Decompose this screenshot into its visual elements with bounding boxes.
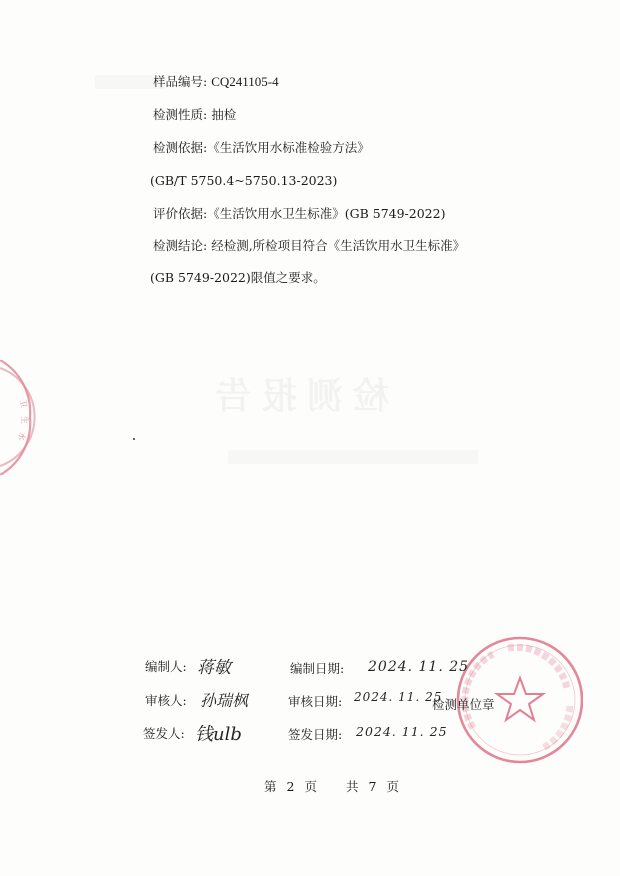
test-nature-label: 检测性质: (153, 107, 208, 122)
page-indicator (264, 777, 317, 795)
review-date-value: 2024. 11. 25 (354, 690, 443, 704)
issuer-signature: 钱ulb (195, 724, 242, 745)
sample-number-value: CQ241105-4 (211, 74, 279, 89)
conclusion-label: 检测结论: (153, 238, 208, 253)
compiler-label: 编制人: (145, 659, 187, 674)
reviewer-label: 审核人: (145, 693, 187, 708)
evaluation-basis-row (153, 206, 445, 222)
compiler-signature: 蒋敏 (197, 658, 231, 678)
total-prefix: 共 (346, 779, 359, 794)
test-nature-row (153, 107, 236, 123)
bleed-through-mark (228, 450, 478, 464)
page-unit: 页 (304, 779, 317, 794)
svg-text:水: 水 (16, 431, 27, 442)
issuer-label: 签发人: (143, 726, 185, 741)
compile-date-value: 2024. 11. 25 (368, 659, 470, 675)
test-basis-value: 《生活饮用水标准检验方法》 (207, 140, 370, 155)
reviewer-signature: 孙瑞枫 (200, 691, 249, 710)
svg-text:生: 生 (20, 416, 29, 424)
page-current: 2 (286, 779, 295, 794)
sample-number-row (153, 74, 279, 90)
evaluation-basis-value: 《生活饮用水卫生标准》(GB 5749-2022) (207, 206, 446, 221)
test-basis-code: (GB/T 5750.4~5750.13-2023) (150, 173, 338, 188)
ink-speck (133, 438, 135, 440)
test-basis-row (153, 140, 370, 156)
sample-number-label: 样品编号: (153, 74, 208, 89)
issue-date-label: 签发日期: (288, 727, 343, 742)
test-nature-value: 抽检 (211, 107, 237, 122)
evaluation-basis-label: 评价依据: (153, 206, 208, 221)
bleed-through-title (205, 368, 389, 419)
unit-seal-label: 检测单位章 (432, 697, 495, 712)
test-basis-label: 检测依据: (153, 140, 208, 155)
conclusion-text-line2: (GB 5749-2022)限值之要求。 (150, 270, 326, 285)
conclusion-row (153, 238, 465, 254)
issue-date-value: 2024. 11. 25 (356, 724, 448, 739)
svg-text:卫: 卫 (18, 398, 29, 409)
total-pages-indicator (346, 777, 399, 795)
total-pages: 7 (368, 779, 377, 794)
total-unit: 页 (386, 779, 399, 794)
review-date-label: 审核日期: (288, 694, 343, 709)
partial-seal-icon (0, 360, 40, 475)
page-prefix: 第 (264, 779, 277, 794)
conclusion-text-line1: 经检测,所检项目符合《生活饮用水卫生标准》 (211, 238, 466, 253)
compile-date-label: 编制日期: (290, 661, 345, 676)
